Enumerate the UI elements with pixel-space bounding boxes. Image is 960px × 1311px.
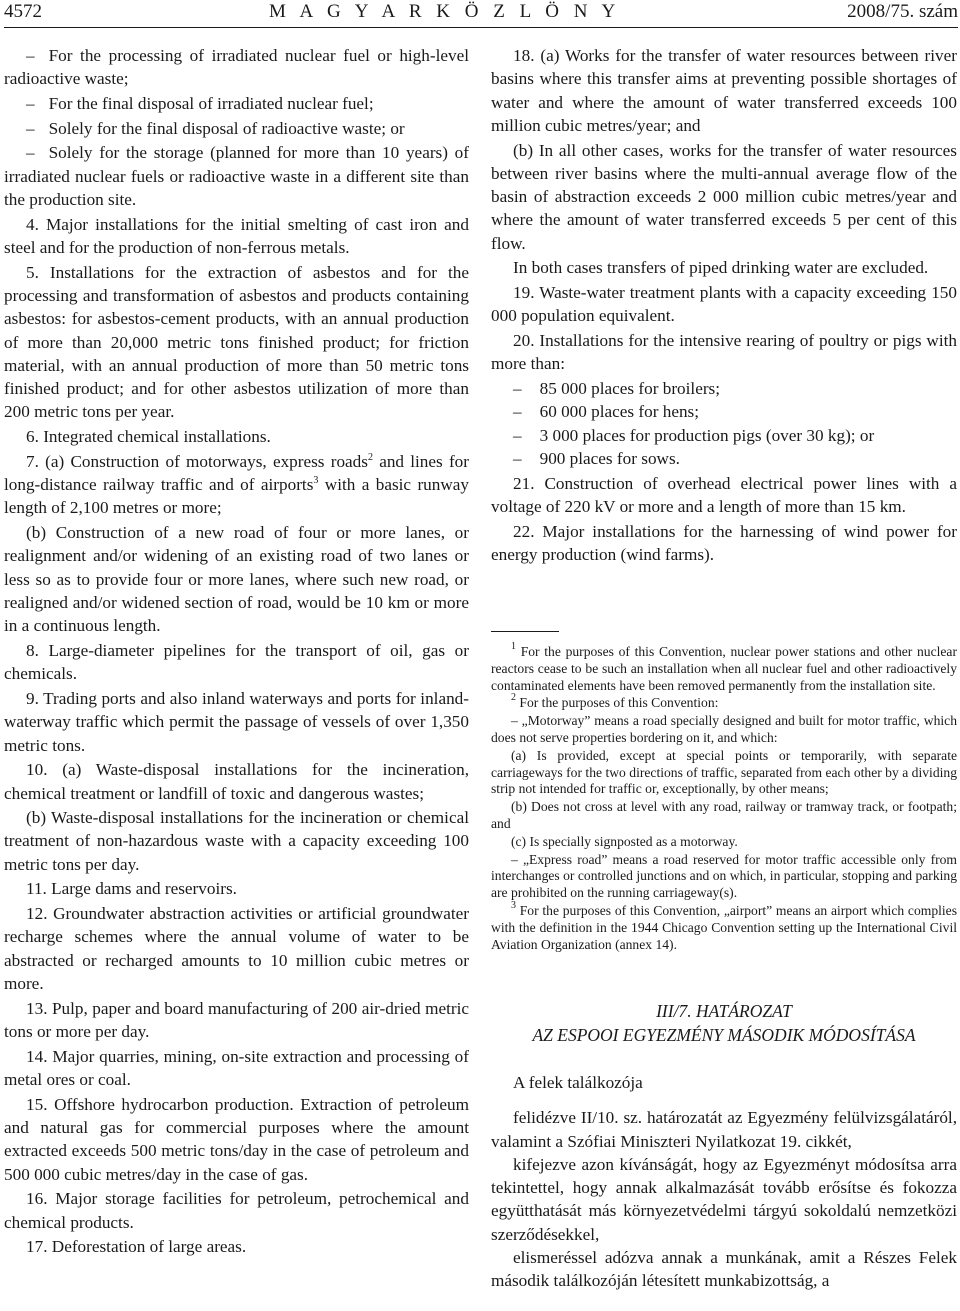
decision-heading bbox=[491, 1000, 957, 1047]
footnote-rule bbox=[491, 631, 559, 632]
list-item: – For the processing of irradiated nuclear fuel or high-level radioactive waste; bbox=[4, 44, 469, 91]
paragraph: 15. Offshore hydrocarbon production. Extraction of petroleum and natural gas for commercial purposes where the amount extracted exceeds 500 metric tons/day in the case of petroleum and 500 000 cubic metres/day in the case of gas. bbox=[4, 1094, 469, 1184]
paragraph: In both cases transfers of piped drinking water are excluded. bbox=[513, 258, 929, 278]
journal-title: M A G Y A R K Ö Z L Ö N Y bbox=[268, 1, 621, 22]
footnotes bbox=[491, 641, 957, 954]
paragraph: 9. Trading ports and also inland waterways and ports for inland-waterway traffic which permit the passage of vessels of over 1,350 metric tons. bbox=[4, 688, 469, 755]
footnote-item: (b) Does not cross at level with any road, railway or tramway track, or footpath; and bbox=[491, 799, 957, 831]
paragraph: A felek találkozója bbox=[513, 1073, 643, 1092]
list-item: – 85 000 places for broilers; bbox=[491, 377, 957, 400]
paragraph: 19. Waste-water treatment plants with a capacity exceeding 150 000 population equivalent. bbox=[491, 283, 957, 326]
list-item: – 60 000 places for hens; bbox=[491, 400, 957, 423]
footnote-2 bbox=[491, 692, 957, 712]
header-rule bbox=[4, 27, 958, 28]
footnote-item: – „Express road” means a road reserved for motor traffic accessible only from interchanges or controlled junctions and on which, in particular, stopping and parking are prohibited on the running carriageway(s). bbox=[491, 851, 957, 901]
paragraph: 13. Pulp, paper and board manufacturing of 200 air-dried metric tons or more per day. bbox=[4, 998, 469, 1042]
paragraph bbox=[4, 450, 469, 520]
paragraph: 14. Major quarries, mining, on-site extraction and processing of metal ores or coal. bbox=[4, 1046, 469, 1090]
paragraph: elismeréssel adózva annak a munkának, amit a Részes Felek második találkozóján létesített munkabizottság, a bbox=[491, 1248, 957, 1291]
paragraph: 18. (a) Works for the transfer of water resources between river basins where this transfer aims at preventing possible shortages of water and where the amount of water transferred exceeds 100 million cubic metres/year; and bbox=[491, 46, 957, 135]
footnote-item: (c) Is specially signposted as a motorway. bbox=[511, 833, 738, 849]
text-run: 7. (a) Construction of motorways, express roads bbox=[26, 451, 368, 471]
paragraph: 8. Large-diameter pipelines for the transport of oil, gas or chemicals. bbox=[4, 640, 469, 684]
right-column bbox=[491, 44, 957, 568]
paragraph: 10. (a) Waste-disposal installations for the incineration, chemical treatment or landfill of toxic and dangerous wastes; bbox=[4, 760, 469, 803]
decision-title: AZ ESPOOI EGYEZMÉNY MÁSODIK MÓDOSÍTÁSA bbox=[532, 1024, 916, 1045]
list-item: – 900 places for sows. bbox=[491, 447, 957, 470]
decision-body bbox=[491, 1071, 957, 1293]
list-item: – Solely for the storage (planned for more than 10 years) of irradiated nuclear fuels or radioactive waste in a different site than the production site. bbox=[4, 141, 469, 211]
footnote-3 bbox=[491, 899, 957, 953]
footnote-marker: 1 bbox=[511, 641, 516, 652]
list-item: – 3 000 places for production pigs (over 30 kg); or bbox=[491, 424, 957, 447]
footnote-marker: 2 bbox=[511, 692, 516, 704]
issue-number: 2008/75. szám bbox=[847, 1, 958, 22]
paragraph: kifejezve azon kívánságát, hogy az Egyezményt módosítsa arra tekintettel, hogy annak alkalmazását tovább erősítse és fokozza együtthatását más környezetvédelmi tárgyú sokoldalú nemzetközi szerződésekkel, bbox=[491, 1154, 957, 1244]
footnote-1 bbox=[491, 641, 957, 694]
paragraph: 4. Major installations for the initial smelting of cast iron and steel and for the production of non-ferrous metals. bbox=[4, 214, 469, 257]
footnote-item: – „Motorway” means a road specially designed and built for motor traffic, which does not serve properties bordering on it, and which: bbox=[491, 713, 957, 745]
paragraph: 6. Integrated chemical installations. bbox=[26, 427, 271, 447]
paragraph: felidézve II/10. sz. határozatát az Egyezmény felülvizsgálatáról, valamint a Szófiai Miniszteri Nyilatkozat 19. cikkét, bbox=[491, 1108, 957, 1151]
text-run: with a basic runway length of 2,100 metres or more; bbox=[4, 475, 469, 518]
list-item: – Solely for the final disposal of radioactive waste; or bbox=[4, 117, 469, 140]
footnote-marker: 3 bbox=[511, 899, 516, 911]
paragraph: (b) Waste-disposal installations for the incineration or chemical treatment of non-hazardous waste with a capacity exceeding 100 metric tons per day. bbox=[4, 808, 469, 874]
paragraph: 21. Construction of overhead electrical power lines with a voltage of 220 kV or more and a length of more than 15 km. bbox=[491, 473, 957, 516]
footnote-item: (a) Is provided, except at special points or temporarily, with separate carriageways for the two directions of traffic, separated from each other by a dividing strip not intended for traffic or, exceptionally, by other means; bbox=[491, 747, 957, 797]
left-column bbox=[4, 44, 469, 1260]
footnote-ref-3: 3 bbox=[313, 475, 319, 487]
page-header bbox=[4, 0, 958, 26]
text-run: and lines for long-distance railway traffic and of airports bbox=[4, 451, 469, 495]
paragraph: 16. Major storage facilities for petroleum, petrochemical and chemical products. bbox=[4, 1189, 469, 1232]
footnote-ref-2: 2 bbox=[367, 451, 373, 463]
paragraph: (b) Construction of a new road of four or more lanes, or realignment and/or widening of an existing road of two lanes or less so as to provide four or more lanes, where such new road, or realigned and/or widened section of road, would be 10 km or more in a continuous length. bbox=[4, 523, 469, 636]
paragraph: 5. Installations for the extraction of asbestos and for the processing and transformation of asbestos and products containing asbestos: for asbestos-cement products, with an annual production of more than 20,000 metric tons finished product; for friction material, with an annual production of more than 50 metric tons finished product; and for other asbestos utilization of more than 200 metric tons per year. bbox=[4, 262, 469, 422]
decision-number: III/7. HATÁROZAT bbox=[656, 1001, 792, 1021]
footnote-text: For the purposes of this Convention, nuclear power stations and other nuclear reactors cease to be such an installation when all nuclear fuel and other radioactively contaminated elements have been removed permanently from the installation site. bbox=[491, 644, 957, 693]
paragraph: 20. Installations for the intensive rearing of poultry or pigs with more than: bbox=[491, 331, 957, 374]
list-item: – For the final disposal of irradiated nuclear fuel; bbox=[4, 92, 469, 115]
paragraph: 17. Deforestation of large areas. bbox=[26, 1237, 247, 1257]
page-number: 4572 bbox=[4, 1, 42, 22]
footnote-text: For the purposes of this Convention, „airport” means an airport which complies with the definition in the 1944 Chicago Convention setting up the International Civil Aviation Organization (annex 14). bbox=[491, 902, 957, 952]
paragraph: 12. Groundwater abstraction activities or artificial groundwater recharge schemes where the annual volume of water to be abstracted or recharged amounts to 10 million cubic metres or more. bbox=[4, 904, 469, 994]
paragraph: 11. Large dams and reservoirs. bbox=[26, 879, 237, 899]
paragraph: 22. Major installations for the harnessing of wind power for energy production (wind farms). bbox=[491, 521, 957, 564]
paragraph: (b) In all other cases, works for the transfer of water resources between river basins where the multi-annual average flow of the basin of abstraction exceeds 2 000 million cubic metres/year and where the amount of water transferred exceeds 5 per cent of this flow. bbox=[491, 140, 957, 253]
footnote-text: For the purposes of this Convention: bbox=[516, 695, 719, 711]
